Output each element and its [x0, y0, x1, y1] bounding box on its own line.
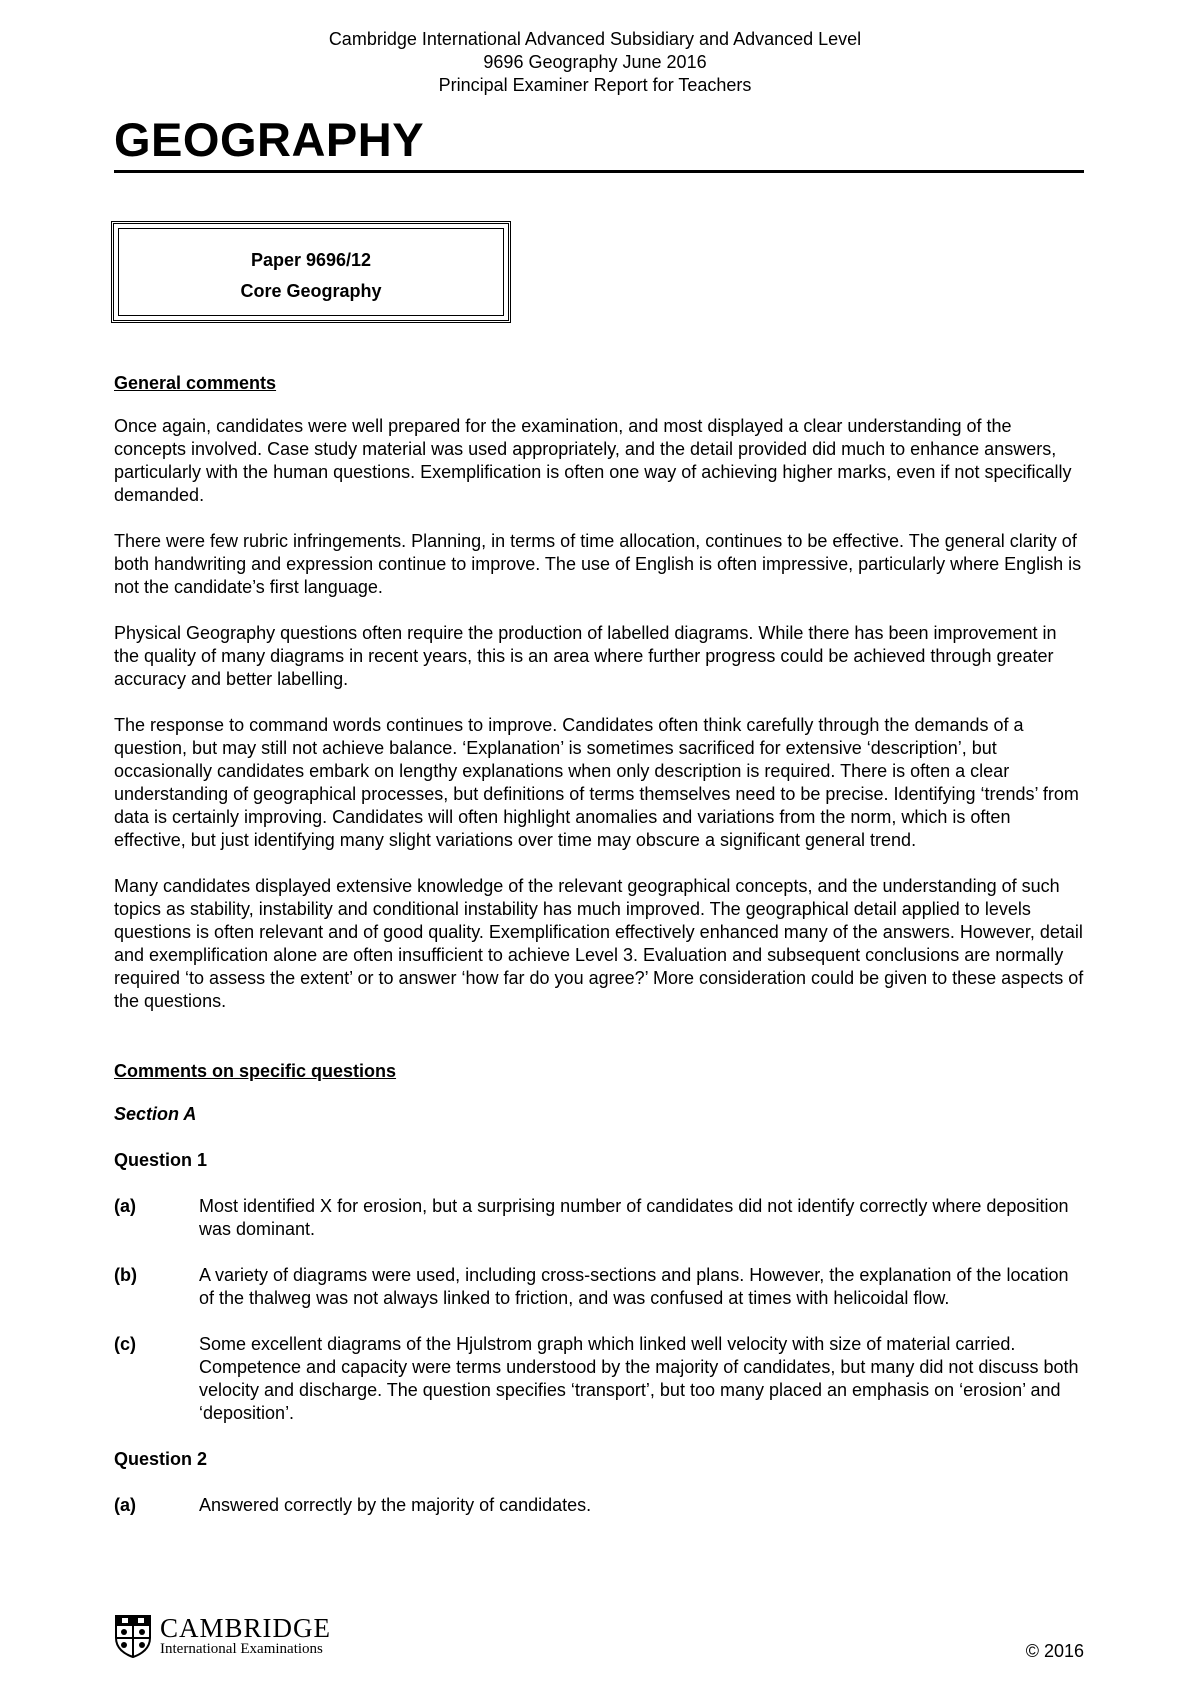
report-body [114, 372, 1084, 1540]
general-paragraph: Once again, candidates were well prepared for the examination, and most displayed a clear understanding of the concepts involved. Case study material was used appropriately, and the detail provided did much to enhance answers, particularly with the human questions. Exemplification is often one way of achieving higher marks, even if not specifically demanded. [114, 416, 1072, 505]
paper-number: Paper 9696/12 [250, 250, 372, 270]
part-text: Answered correctly by the majority of candidates. [199, 1495, 592, 1515]
logo-main-text: CAMBRIDGE [160, 1612, 332, 1643]
part-label: (a) [114, 1495, 136, 1515]
question-2a [114, 1494, 1084, 1517]
header-line-2: 9696 Geography June 2016 [483, 52, 707, 72]
question-1a [114, 1195, 1084, 1241]
specific-comments-heading: Comments on specific questions [114, 1061, 397, 1081]
logo-sub-text: International Examinations [160, 1640, 323, 1657]
part-label: (c) [114, 1334, 136, 1354]
general-paragraph: The response to command words continues to improve. Candidates often think carefully through the demands of a question, but may still not achieve balance. ‘Explanation’ is sometimes sacrificed for extensive ‘description’, but occasionally candidates embark on lengthy explanations when only description is required. There is often a clear understanding of geographical processes, but definitions of terms themselves need to be precise. Identifying ‘trends’ from data is certainly improving. Candidates will often highlight anomalies and variations from the norm, which is often effective, but just identifying many slight variations over time may obscure a significant general trend. [114, 715, 1079, 850]
general-paragraph: Physical Geography questions often require the production of labelled diagrams. While there has been improvement in the quality of many diagrams in recent years, this is an area where further progress could be achieved through greater accuracy and better labelling. [114, 623, 1057, 689]
part-text: Most identified X for erosion, but a surprising number of candidates did not identify correctly where deposition was dominant. [199, 1196, 1069, 1239]
report-header [0, 28, 1190, 97]
question-1b [114, 1264, 1084, 1310]
part-label: (a) [114, 1196, 136, 1216]
page-title: GEOGRAPHY [114, 113, 425, 166]
general-paragraph: Many candidates displayed extensive knowledge of the relevant geographical concepts, and the understanding of such topics as stability, instability and conditional instability has much improved. The geographical detail applied to levels questions is often relevant and of good quality. Exemplification effectively enhanced many of the answers. However, detail and exemplification alone are often insufficient to achieve Level 3. Evaluation and subsequent conclusions are normally required ‘to assess the extent’ or to answer ‘how far do you agree?’ More consideration could be given to these aspects of the questions. [114, 876, 1084, 1011]
header-line-1: Cambridge International Advanced Subsidiary and Advanced Level [328, 29, 862, 49]
copyright: © 2016 [1025, 1641, 1084, 1661]
title-divider [114, 170, 1084, 173]
part-text: Some excellent diagrams of the Hjulstrom graph which linked well velocity with size of material carried. Competence and capacity were terms understood by the majority of candidates, but many did not discuss both velocity and discharge. The question specifies ‘transport’, but too many placed an emphasis on ‘erosion’ and ‘deposition’. [199, 1334, 1079, 1423]
cambridge-logo [114, 1614, 331, 1658]
header-line-3: Principal Examiner Report for Teachers [438, 75, 752, 95]
cambridge-crest-icon [114, 1614, 152, 1658]
question-1c [114, 1333, 1084, 1425]
paper-box [111, 221, 511, 323]
question-1-heading: Question 1 [114, 1150, 208, 1170]
section-heading: Section A [114, 1104, 197, 1124]
general-paragraph: There were few rubric infringements. Planning, in terms of time allocation, continues to be effective. The general clarity of both handwriting and expression continue to improve. The use of English is often impressive, particularly where English is not the candidate’s first language. [114, 531, 1082, 597]
part-text: A variety of diagrams were used, including cross-sections and plans. However, the explanation of the location of the thalweg was not always linked to friction, and was confused at times with helicoidal flow. [199, 1265, 1069, 1308]
paper-name: Core Geography [240, 281, 382, 301]
part-label: (b) [114, 1265, 137, 1285]
general-comments-heading: General comments [114, 373, 277, 393]
question-2-heading: Question 2 [114, 1449, 208, 1469]
